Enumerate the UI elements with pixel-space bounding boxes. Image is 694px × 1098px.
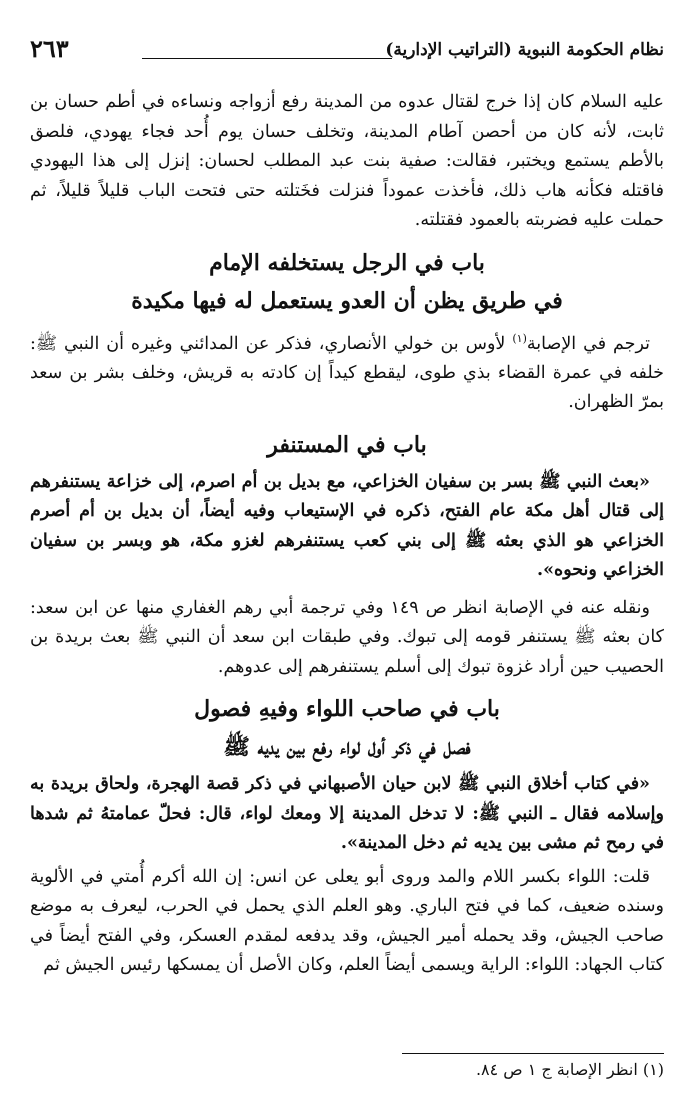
paragraph-4: ونقله عنه في الإصابة انظر ص ١٤٩ وفي ترجمة أبي رهم الغفاري منها عن ابن سعد: كان بعثه ﷺ يستنفر قومه إلى تبوك. وفي طبقات ابن سعد أن النبي ﷺ بعث بريدة بن الحصيب حين أراد غزوة تبوك إلى أسلم يستنفرهم إلى عدوهم.: [30, 597, 664, 677]
page-number: ٢٦٣: [30, 34, 69, 63]
chapter-heading-3: باب في صاحب اللواء وفيهِ فصول: [194, 696, 500, 723]
paragraph-6: قلت: اللواء بكسر اللام والمد وروى أبو يعلى عن انس: إن الله أكرم أُمتي في الألوية وسنده ضعيف، كما في فتح الباري. وهو العلم الذي يحمل في الحرب، ليعرف به موضع صاحب الجيش، وقد يحمله أمير الجيش، وقد يدفعه لمقدم العسكر، وفي الفتح أيضاً في كتاب الجهاد: اللواء: الراية ويسمى أيضاً العلم، وكان الأصل أن يمسكها رئيس الجيش ثم: [30, 866, 664, 976]
body-text: [30, 88, 664, 981]
paragraph-5-quote: «في كتاب أخلاق النبي ﷺ لابن حيان الأصبهاني في ذكر قصة الهجرة، ولحاق بريدة به وإسلامه فقال ـ النبي ﷺ: لا تدخل المدينة إلا ومعك لواء، قال: فحلّ عمامتهُ ثم شدها في رمح ثم مشى بين يديه ثم دخل المدينة».: [30, 774, 664, 854]
chapter-heading-2: باب في المستنفر: [267, 431, 427, 458]
footnote-rule: [402, 1053, 664, 1054]
paragraph-3-quote: «بعث النبي ﷺ بسر بن سفيان الخزاعي، مع بديل بن أم اصرم، إلى خزاعة يستنفرهم إلى قتال أهل مكة عام الفتح، ذكره في الإستيعاب وفيه أيضاً، أن بديل بن أم أصرم الخزاعي هو الذي بعثه ﷺ إلى بني كعب يستنفرهم لغزو مكة، هو وبسر بن سفيان الخزاعي ونحوه».: [30, 471, 664, 581]
section-heading: فصل في ذكر أول لواء رفع بين يديه ﷺ: [223, 734, 471, 761]
running-header: [30, 36, 664, 66]
paragraph-2-rest: لأوس بن خولي الأنصاري، فذكر عن المدائني وغيره أن النبي ﷺ: خلفه في عمرة القضاء بذي طوى، ليقطع كيداً إن كادته به قريش، وخلف بشر بن سعد بمرّ الظهران.: [30, 333, 664, 413]
paragraph-2-start: ترجم في الإصابة: [526, 333, 650, 354]
footnote: (١) انظر الإصابة ج ١ ص ٨٤.: [475, 1060, 664, 1079]
footnote-marker[interactable]: (١): [512, 331, 527, 345]
header-rule: [142, 58, 392, 59]
paragraph-2: [30, 324, 664, 418]
chapter-heading-1-continued: في طريق يظن أن العدو يستعمل له فيها مكيدة: [131, 287, 563, 314]
paragraph-1: عليه السلام كان إذا خرج لقتال عدوه من المدينة رفع أزواجه ونساءه في أطم حسان بن ثابت، لأنه كان من أحصن آطام المدينة، وتخلف حسان يوم أُحد فجاء يهودي، فلصق بالأطم يستمع ويختبر، فقالت: صفية بنت عبد المطلب لحسان: إنزل إلى هذا اليهودي فاقتله فكأنه هاب ذلك، فأخذت عموداً فنزلت فخَتلته حتى فتحت الباب قليلاً قليلاً، ثم حملت عليه فضربته بالعمود فقتلته.: [30, 92, 664, 230]
chapter-heading-1: باب في الرجل يستخلفه الإمام: [209, 249, 485, 276]
header-title: نظام الحكومة النبوية (التراتيب الإدارية): [385, 40, 664, 60]
